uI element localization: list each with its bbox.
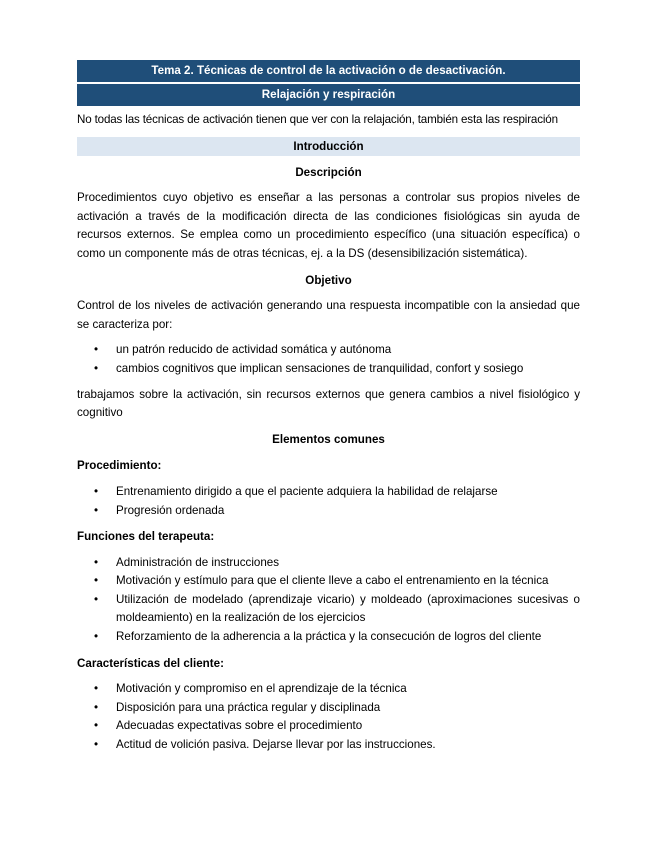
- section-subtitle: Relajación y respiración: [77, 84, 580, 106]
- elementos-heading: Elementos comunes: [272, 432, 385, 446]
- list-item: • Disposición para una práctica regular y disciplinada: [77, 699, 580, 718]
- list-item: • Administración de instrucciones: [77, 554, 580, 573]
- list-item: • Utilización de modelado (aprendizaje vicario) y moldeado (aproximaciones sucesivas o moldeamiento) en la realización de los ejercicios: [77, 591, 580, 628]
- document-page: [77, 60, 580, 755]
- list-item: • cambios cognitivos que implican sensaciones de tranquilidad, confort y sosiego: [77, 360, 580, 379]
- topic-title: Tema 2. Técnicas de control de la activación o de desactivación.: [77, 60, 580, 82]
- introduccion-heading: Introducción: [77, 137, 580, 156]
- funciones-list: [77, 554, 580, 647]
- list-item: • Motivación y compromiso en el aprendizaje de la técnica: [77, 680, 580, 699]
- descripcion-heading: Descripción: [295, 165, 362, 179]
- list-item: • Actitud de volición pasiva. Dejarse llevar por las instrucciones.: [77, 736, 580, 755]
- funciones-label: Funciones del terapeuta:: [77, 530, 215, 544]
- procedimiento-label: Procedimiento:: [77, 459, 162, 473]
- list-item: • Entrenamiento dirigido a que el paciente adquiera la habilidad de relajarse: [77, 483, 580, 502]
- objetivo-text: Control de los niveles de activación generando una respuesta incompatible con la ansiedad que se caracteriza por:: [77, 299, 580, 331]
- objetivo-heading: Objetivo: [305, 273, 352, 287]
- list-item: • Reforzamiento de la adherencia a la práctica y la consecución de logros del cliente: [77, 628, 580, 647]
- descripcion-text: Procedimientos cuyo objetivo es enseñar a las personas a controlar sus propios niveles de activación a través de la modificación directa de las condiciones fisiológicas sin ayuda de recursos externos. Se emplea como un procedimiento específico (una situación específica) o como un componente más de otras técnicas, ej. a la DS (desensibilización sistemática).: [77, 191, 580, 260]
- list-item: • Motivación y estímulo para que el cliente lleve a cabo el entrenamiento en la técnica: [77, 572, 580, 591]
- intro-note: No todas las técnicas de activación tienen que ver con la relajación, también esta las respiración: [77, 113, 558, 126]
- objetivo-list: [77, 341, 580, 378]
- list-item: • Adecuadas expectativas sobre el procedimiento: [77, 717, 580, 736]
- list-item: • un patrón reducido de actividad somática y autónoma: [77, 341, 580, 360]
- objetivo-after-text: trabajamos sobre la activación, sin recursos externos que genera cambios a nivel fisiológico y cognitivo: [77, 387, 580, 420]
- list-item: • Progresión ordenada: [77, 502, 580, 521]
- cliente-label: Características del cliente:: [77, 656, 224, 670]
- cliente-list: [77, 680, 580, 754]
- procedimiento-list: [77, 483, 580, 520]
